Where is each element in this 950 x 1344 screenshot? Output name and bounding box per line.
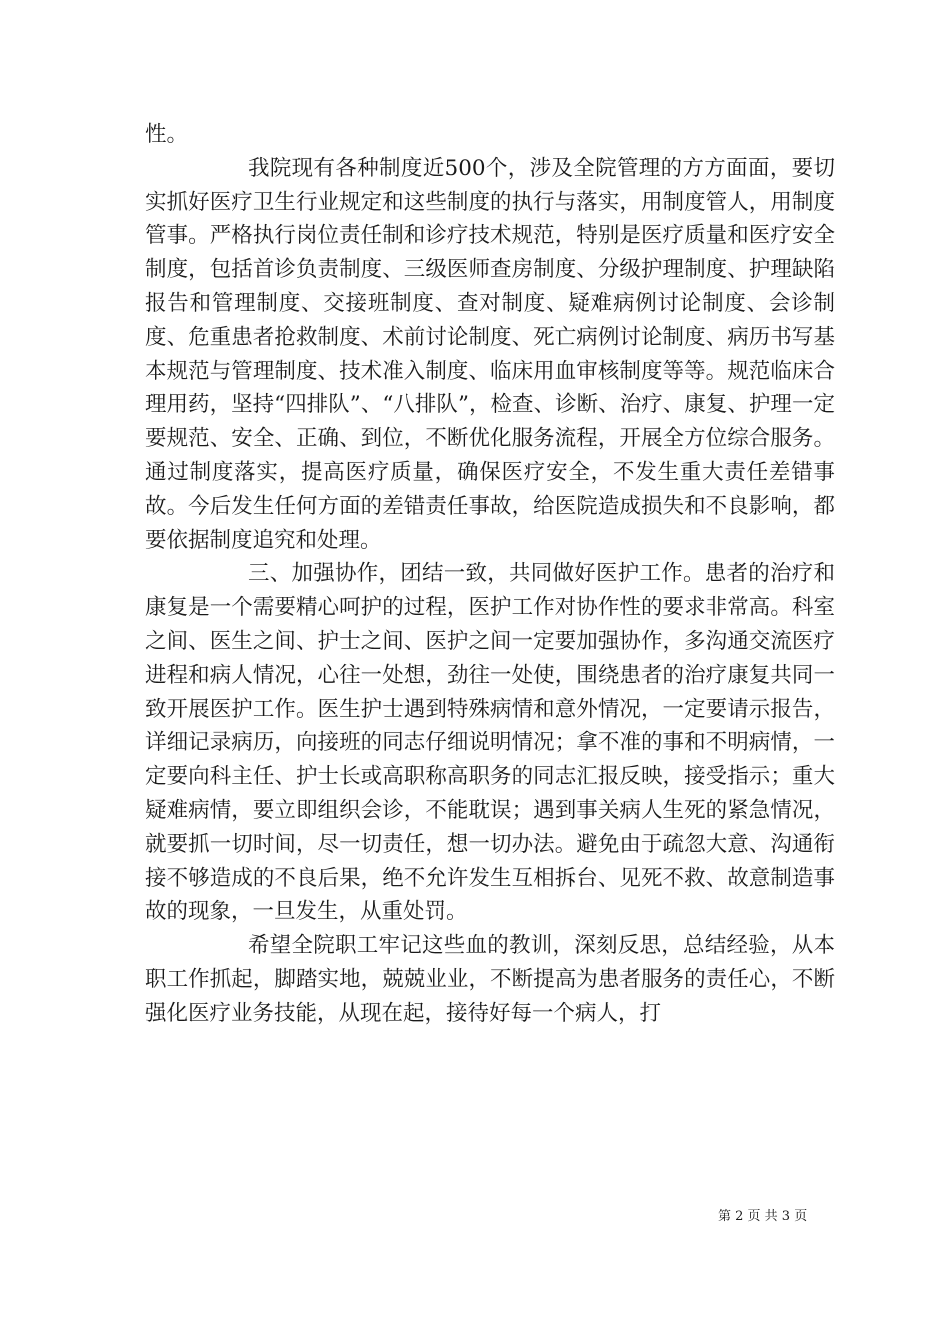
paragraph-cooperation: 三、加强协作，团结一致，共同做好医护工作。患者的治疗和康复是一个需要精心呵护的过程，医护工作对协作性的要求非常高。科室之间、医生之间、护士之间、医护之间一定要加强协作，多沟通交流医疗进程和病人情况，心往一处想，劲往一处使，围绕患者的治疗康复共同一致开展医护工作。医生护士遇到特殊病情和意外情况，一定要请示报告，详细记录病历，向接班的同志仔细说明情况；拿不准的事和不明病情，一定要向科主任、护士长或高职称高职务的同志汇报反映，接受指示；重大疑难病情，要立即组织会诊，不能耽误；遇到事关病人生死的紧急情况，就要抓一切时间，尽一切责任，想一切办法。避免由于疏忽大意、沟通衔接不够造成的不良后果，绝不允许发生互相拆台、见死不救、故意制造事故的现象，一旦发生，从重处罚。 [145,561,835,925]
paragraph-regulations: 我院现有各种制度近500个，涉及全院管理的方方面面，要切实抓好医疗卫生行业规定和这些制度的执行与落实，用制度管人，用制度管事。严格执行岗位责任制和诊疗技术规范，特别是医疗质量和医疗安全制度，包括首诊负责制度、三级医师查房制度、分级护理制度、护理缺陷报告和管理制度、交接班制度、查对制度、疑难病例讨论制度、会诊制度、危重患者抢救制度、术前讨论制度、死亡病例讨论制度、病历书写基本规范与管理制度、技术准入制度、临床用血审核制度等等。规范临床合理用药，坚持“四排队”、“八排队”，检查、诊断、治疗、康复、护理一定要规范、安全、正确、到位，不断优化服务流程，开展全方位综合服务。通过制度落实，提高医疗质量，确保医疗安全，不发生重大责任差错事故。今后发生任何方面的差错责任事故，给医院造成损失和不良影响，都要依据制度追究和处理。 [145,155,835,553]
page-number: 第 2 页 共 3 页 [718,1209,808,1224]
paragraph-hope: 希望全院职工牢记这些血的教训，深刻反思，总结经验，从本职工作抓起，脚踏实地，兢兢业业，不断提高为患者服务的责任心，不断强化医疗业务技能，从现在起，接待好每一个病人，打 [145,933,835,1026]
body-text [145,118,835,1031]
paragraph-continuation: 性。 [145,122,189,147]
